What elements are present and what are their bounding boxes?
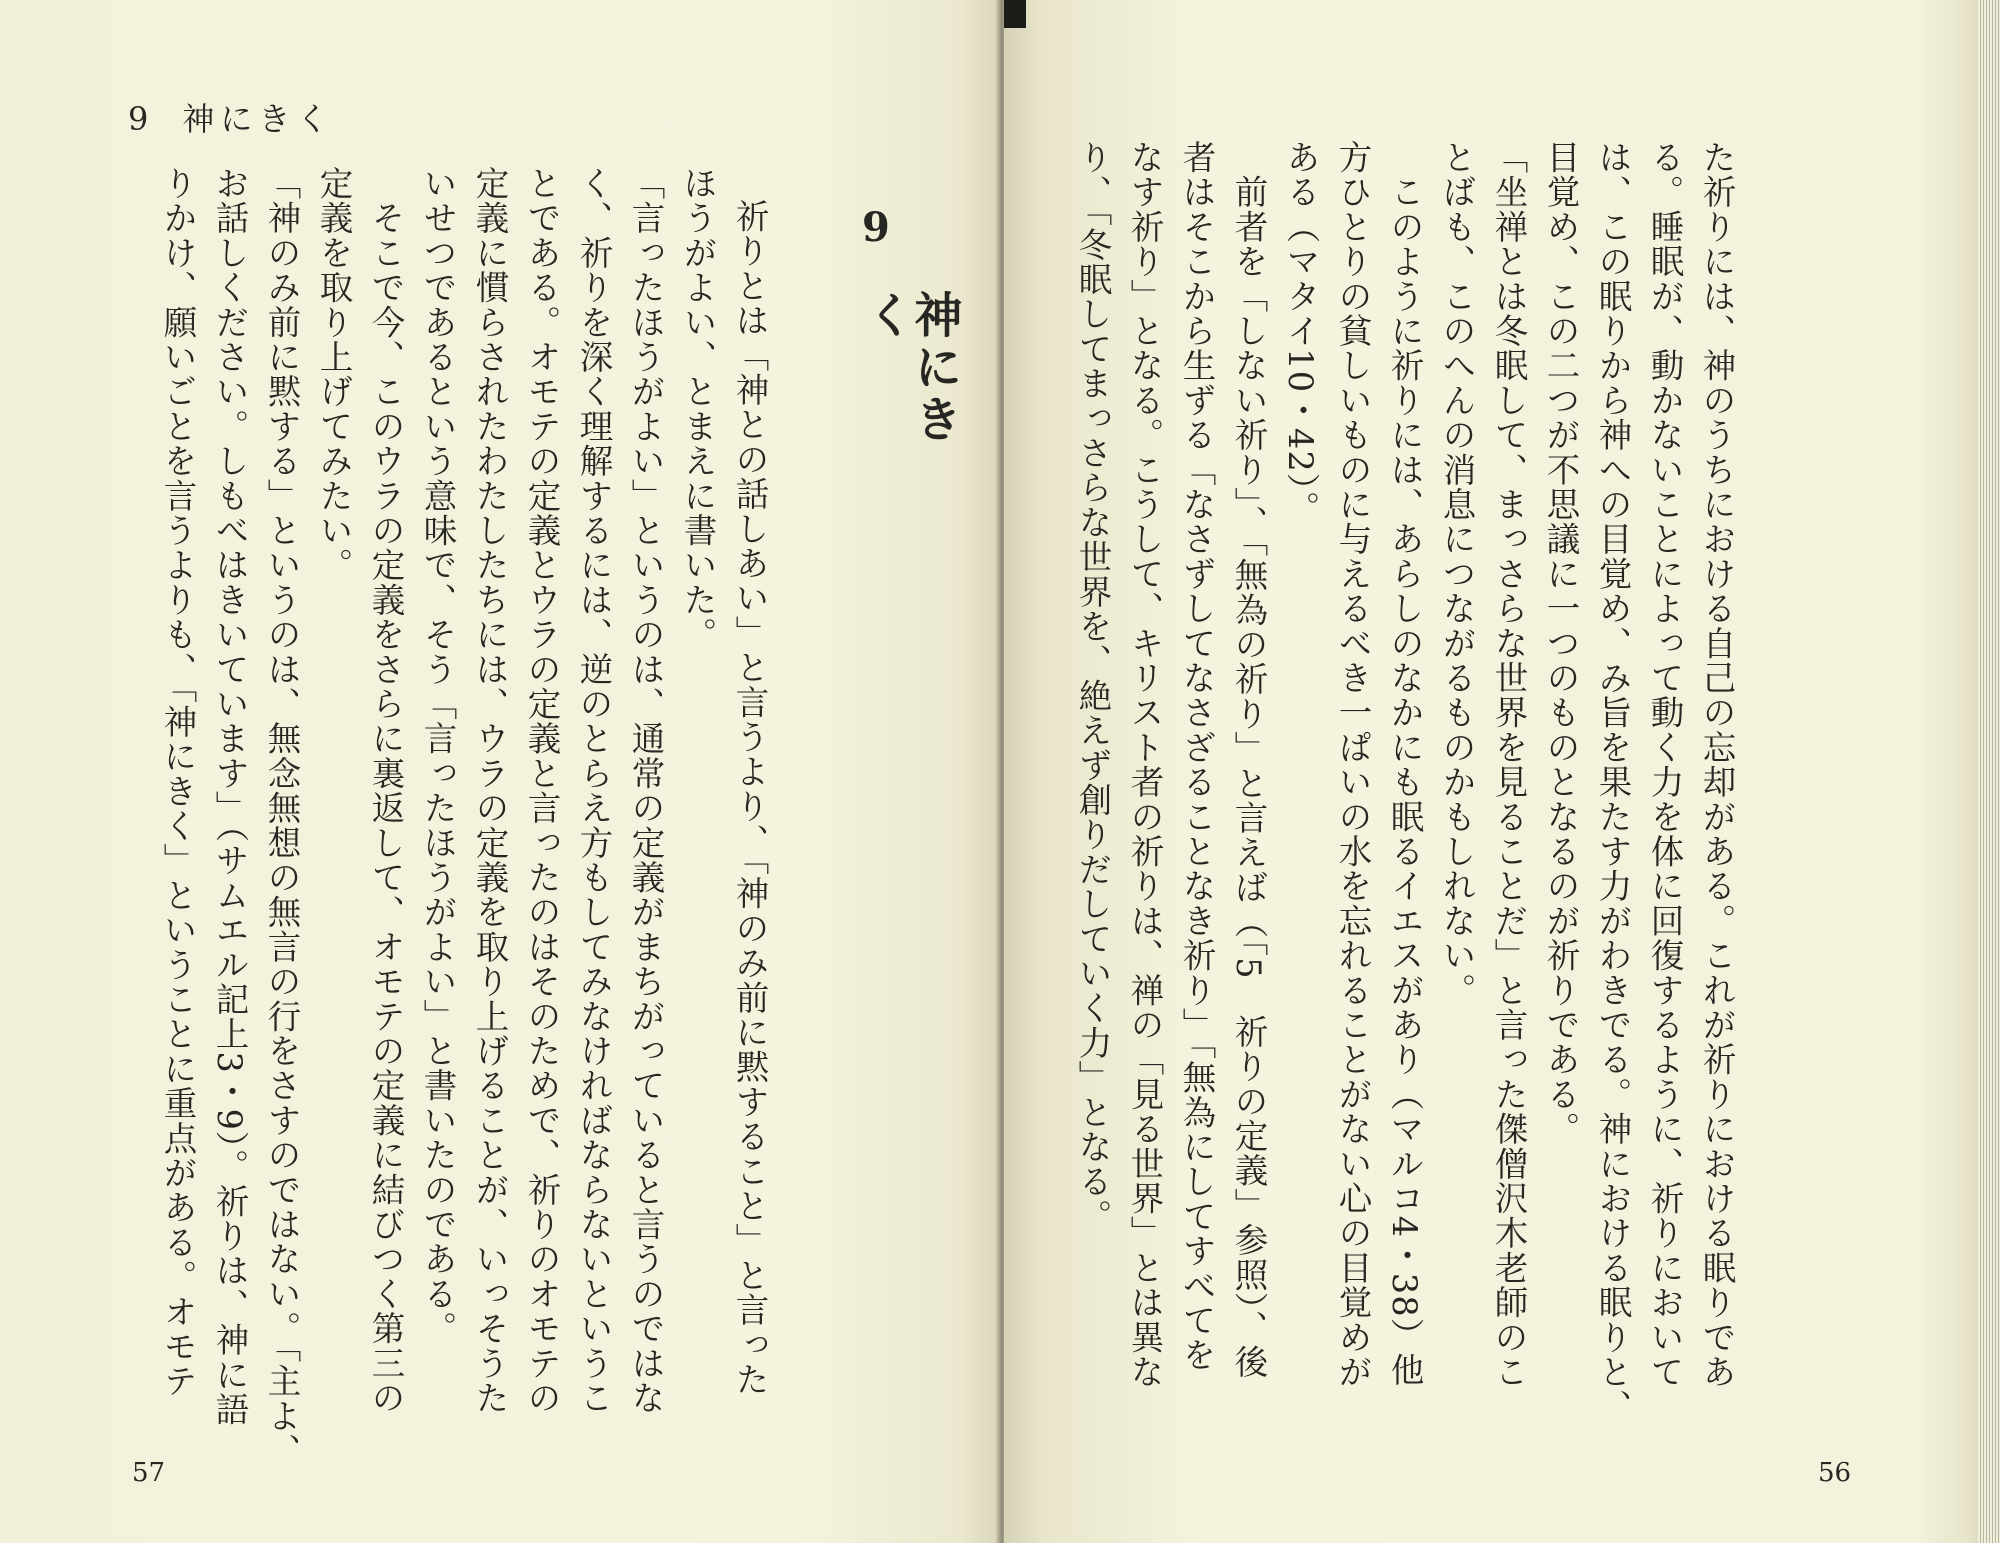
left-body-text (158, 166, 775, 1468)
text-line: る。睡眠が、動かないことによって動く力を体に回復するように、祈りにおいて (1645, 140, 1684, 1390)
text-line: く、祈りを深く理解するには、逆のとらえ方もしてみなければならないというこ (574, 166, 613, 1416)
text-line: いせつであるという意味で、そう「言ったほうがよい」と書いたのである。 (418, 166, 457, 1346)
page-edge-decoration (1978, 0, 2000, 1543)
text-line: 「言ったほうがよい」というのは、通常の定義がまちがっていると言うのではな (626, 166, 665, 1416)
scan-shadow (1004, 0, 1026, 28)
text-line: 者はそこから生ずる「なさずしてなさざることなき祈り」「無為にしてすべてを (1177, 140, 1216, 1373)
page-number: 57 (132, 1458, 166, 1488)
running-head-number: 9 (128, 100, 155, 138)
text-line: た祈りには、神のうちにおける自己の忘却がある。これが祈りにおける眠りであ (1697, 140, 1736, 1390)
right-body-text (1073, 140, 1742, 1424)
text-line: とばも、このへんの消息につながるものかもしれない。 (1437, 140, 1476, 1008)
text-line: 定義に慣らされたわたしたちには、ウラの定義を取り上げることが、いっそうた (470, 166, 509, 1416)
text-line: 「坐禅とは冬眠して、まっさらな世界を見ることだ」と言った傑僧沢木老師のこ (1489, 140, 1528, 1390)
text-line: り、「冬眠してまっさらな世界を、絶えず創りだしていく力」となる。 (1073, 140, 1112, 1234)
chapter-title: 神にきく (858, 290, 962, 446)
text-line: 定義を取り上げてみたい。 (314, 166, 353, 583)
text-line: 目覚め、この二つが不思議に一つのものとなるのが祈りである。 (1541, 140, 1580, 1147)
right-page (1004, 0, 2000, 1543)
running-head (128, 94, 334, 140)
text-line: お話しください。しもべはきいています」（サムエル記上3・9）。祈りは、神に語 (210, 166, 249, 1427)
text-line: 前者を「しない祈り」、「無為の祈り」と言えば（「5 祈りの定義」参照）、後 (1229, 140, 1268, 1380)
running-head-title: 神にきく (182, 100, 335, 138)
text-line: ほうがよい、とまえに書いた。 (678, 166, 717, 652)
text-line: このように祈りには、あらしのなかにも眠るイエスがあり（マルコ4・38）他 (1385, 140, 1424, 1388)
text-line: なす祈り」となる。こうして、キリスト者の祈りは、禅の「見る世界」とは異な (1125, 140, 1164, 1390)
text-line: 方ひとりの貧しいものに与えるべき一ぱいの水を忘れることがない心の目覚めが (1333, 140, 1372, 1390)
text-line: ある（マタイ10・42）。 (1281, 140, 1320, 526)
page-number: 56 (1818, 1458, 1852, 1488)
text-line: は、この眠りから神への目覚め、み旨を果たす力がわきでる。神における眠りと、 (1593, 140, 1632, 1424)
chapter-number: 9 (862, 204, 890, 251)
text-line: 「神のみ前に黙する」というのは、無念無想の無言の行をさすのではない。「主よ、 (262, 166, 301, 1468)
text-line: りかけ、願いごとを言うよりも、「神にきく」ということに重点がある。オモテ (158, 166, 197, 1399)
text-line: そこで今、このウラの定義をさらに裏返して、オモテの定義に結びつく第三の (366, 166, 405, 1416)
text-line: とである。オモテの定義とウラの定義と言ったのはそのためで、祈りのオモテの (522, 166, 561, 1416)
text-line: 祈りとは「神との話しあい」と言うより、「神のみ前に黙すること」と言った (730, 199, 769, 1397)
